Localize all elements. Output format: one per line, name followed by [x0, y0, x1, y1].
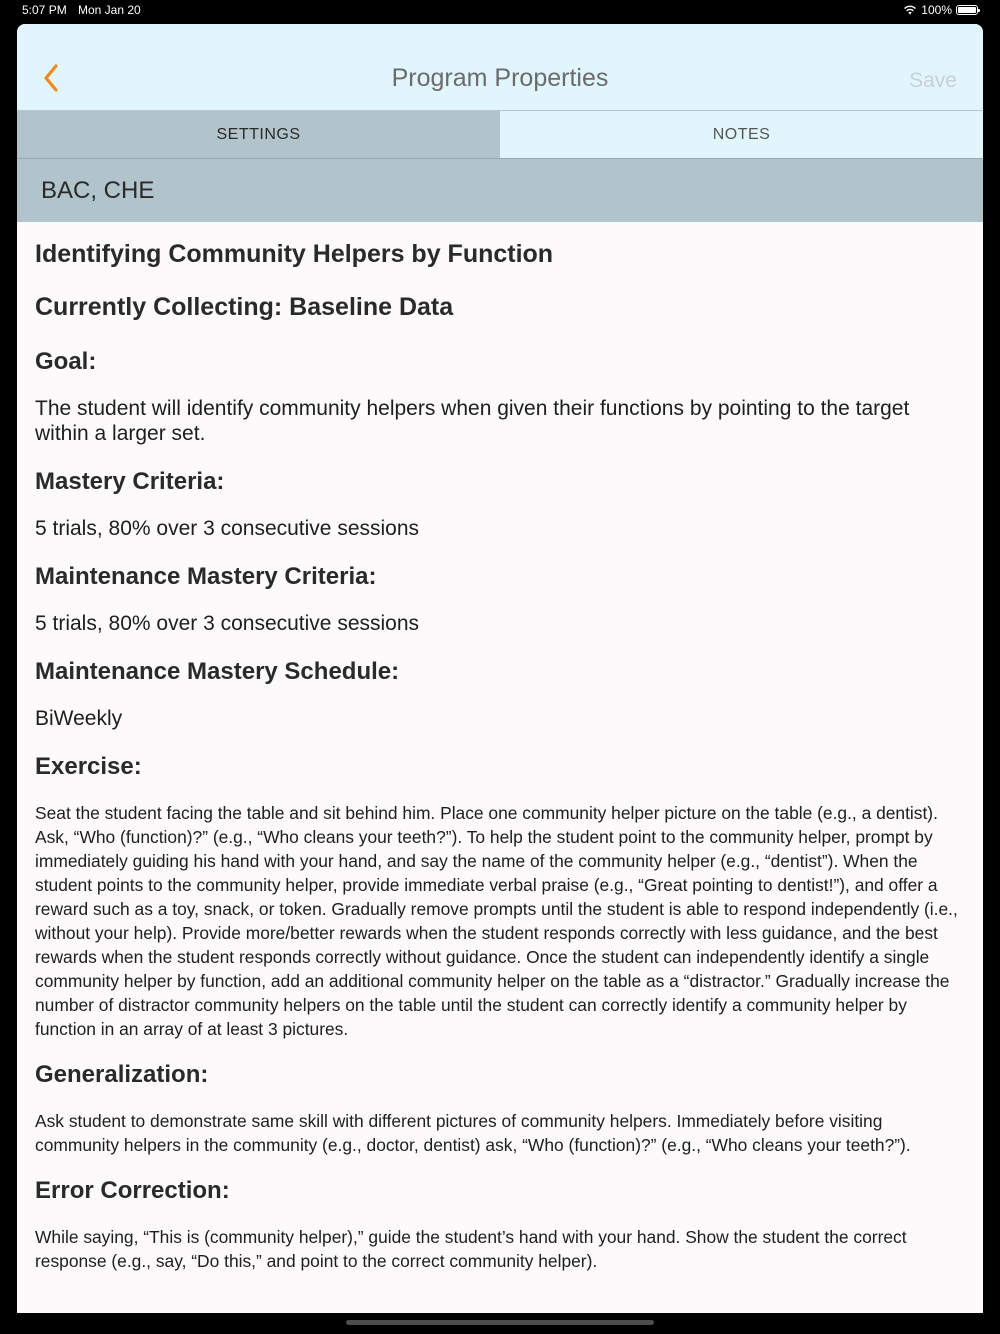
- maintenance-mastery-criteria-text: 5 trials, 80% over 3 consecutive sessions: [35, 612, 420, 635]
- student-name-bar: [17, 159, 983, 222]
- mastery-criteria-text: 5 trials, 80% over 3 consecutive sessions: [35, 517, 420, 540]
- program-details: [17, 222, 983, 1273]
- battery-icon: [956, 5, 978, 15]
- maintenance-mastery-criteria-heading: Maintenance Mastery Criteria:: [35, 563, 377, 590]
- error-correction-text: While saying, “This is (community helper),” guide the student’s hand with your hand. Show the student the correct response (e.g., say, “Do this,” and point to the correct community helper).: [35, 1227, 907, 1271]
- goal-text: The student will identify community helpers when given their functions by pointing to the target within a larger set.: [35, 397, 910, 445]
- error-correction-heading: Error Correction:: [35, 1177, 230, 1204]
- status-right: [903, 3, 978, 17]
- exercise-heading: Exercise:: [35, 753, 142, 780]
- student-name: BAC, CHE: [41, 176, 155, 204]
- navigation-bar: [17, 24, 983, 111]
- program-title: Identifying Community Helpers by Function: [35, 240, 554, 268]
- home-indicator[interactable]: [346, 1320, 654, 1325]
- battery-percent: 100%: [921, 3, 952, 17]
- status-date: Mon Jan 20: [78, 3, 141, 17]
- tab-notes[interactable]: NOTES: [500, 111, 983, 158]
- collecting-status: Currently Collecting: Baseline Data: [35, 293, 454, 321]
- segmented-tabs: [17, 111, 983, 159]
- maintenance-mastery-schedule-text: BiWeekly: [35, 707, 123, 730]
- save-button[interactable]: Save: [909, 69, 957, 92]
- page-title: Program Properties: [391, 64, 609, 92]
- status-time: 5:07 PM: [22, 3, 67, 17]
- wifi-icon: [903, 5, 917, 15]
- generalization-text: Ask student to demonstrate same skill with different pictures of community helpers. Immediately before visiting community helpers in the community (e.g., doctor, dentist) ask, “Who (function)?” (e.g., “Who cleans your teeth?”).: [35, 1111, 911, 1155]
- exercise-text: Seat the student facing the table and sit behind him. Place one community helper picture on the table (e.g., a dentist). Ask, “Who (function)?” (e.g., “Who cleans your teeth?”). To help the student point to the community helper, prompt by immediately guiding his hand with your hand, and say the name of the community helper (e.g., “dentist”). When the student points to the community helper, provide immediate verbal praise (e.g., “Great pointing to dentist!”), and offer a reward such as a toy, snack, or token. Gradually remove prompts until the student is able to respond independently (i.e., without your help). Provide more/better rewards when the student responds correctly with less guidance, and the best rewards when the student responds correctly without guidance. Once the student can independently identify a single community helper by function, add an additional community helper on the table as a “distractor.” Gradually increase the number of distractor community helpers on the table until the student can correctly identify a community helper by function in an array of at least 3 pictures.: [35, 803, 958, 1039]
- mastery-criteria-heading: Mastery Criteria:: [35, 468, 225, 495]
- generalization-heading: Generalization:: [35, 1061, 209, 1088]
- status-bar: [0, 0, 1000, 22]
- program-properties-sheet: [17, 24, 983, 1313]
- goal-heading: Goal:: [35, 348, 97, 375]
- maintenance-mastery-schedule-heading: Maintenance Mastery Schedule:: [35, 658, 400, 685]
- tab-settings[interactable]: SETTINGS: [17, 111, 500, 158]
